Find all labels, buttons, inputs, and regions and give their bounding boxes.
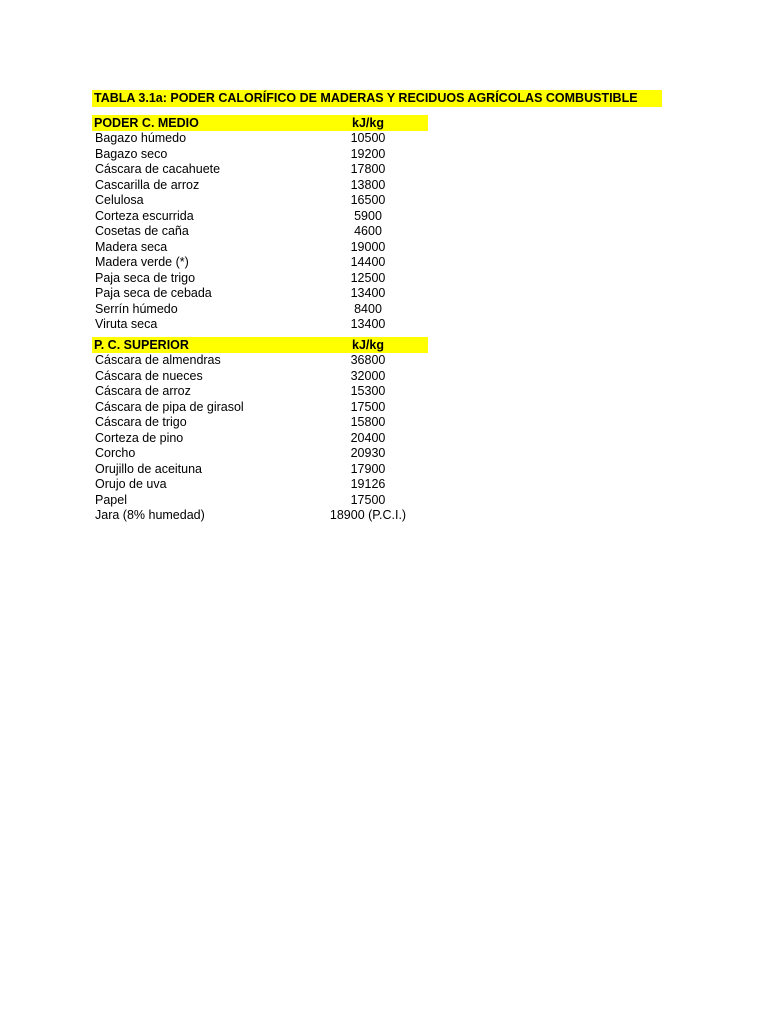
material-name: Orujillo de aceituna <box>95 461 203 476</box>
calorific-value: 15800 <box>350 415 386 429</box>
material-name: Paja seca de trigo <box>95 270 196 285</box>
section-header-label: PODER C. MEDIO <box>94 116 199 130</box>
material-name: Cáscara de trigo <box>95 415 187 429</box>
calorific-value: 20930 <box>350 446 386 460</box>
material-name: Bagazo seco <box>95 146 168 161</box>
calorific-value: 17800 <box>350 162 386 176</box>
table-row <box>92 224 428 240</box>
section-header <box>92 115 428 131</box>
calorific-value: 14400 <box>350 255 386 269</box>
section-rows <box>92 353 428 524</box>
table-row <box>92 384 428 400</box>
table-row <box>92 462 428 478</box>
table-row <box>92 317 428 333</box>
table-row <box>92 415 428 431</box>
table-row <box>92 400 428 416</box>
material-name: Serrín húmedo <box>95 301 178 316</box>
material-name: Celulosa <box>95 193 144 207</box>
section-header-unit: kJ/kg <box>352 116 384 130</box>
material-name: Viruta seca <box>95 317 158 331</box>
table-row <box>92 209 428 225</box>
material-name: Cáscara de pipa de girasol <box>95 399 244 414</box>
calorific-value: 13800 <box>350 177 386 192</box>
section-header-label: P. C. SUPERIOR <box>94 338 189 352</box>
calorific-value: 32000 <box>350 368 386 383</box>
table-row <box>92 162 428 178</box>
calorific-value: 19200 <box>350 146 386 161</box>
table-row <box>92 255 428 271</box>
section-pc-superior <box>92 337 428 524</box>
table-row <box>92 240 428 256</box>
section-header <box>92 337 428 353</box>
section-poder-medio <box>92 115 428 333</box>
table-row <box>92 286 428 302</box>
section-header-unit: kJ/kg <box>352 338 384 352</box>
material-name: Cáscara de cacahuete <box>95 162 221 176</box>
calorific-value: 36800 <box>350 353 386 367</box>
table-row <box>92 178 428 194</box>
table-row <box>92 477 428 493</box>
material-name: Madera verde (*) <box>95 255 189 269</box>
calorific-value: 8400 <box>354 301 382 316</box>
calorific-value: 10500 <box>350 131 386 145</box>
calorific-value: 17500 <box>350 492 386 507</box>
table-row <box>92 353 428 369</box>
material-name: Bagazo húmedo <box>95 131 187 145</box>
section-rows <box>92 131 428 333</box>
material-name: Cáscara de arroz <box>95 384 191 398</box>
material-name: Corcho <box>95 446 136 460</box>
material-name: Cáscara de almendras <box>95 353 221 367</box>
material-name: Corteza de pino <box>95 430 184 445</box>
calorific-value: 17900 <box>350 461 386 476</box>
table-row <box>92 302 428 318</box>
table-row <box>92 271 428 287</box>
table-row <box>92 131 428 147</box>
calorific-value: 13400 <box>350 286 386 300</box>
material-name: Jara (8% humedad) <box>95 508 205 522</box>
calorific-value: 19126 <box>350 477 386 491</box>
calorific-value: 4600 <box>354 224 382 238</box>
calorific-value: 19000 <box>350 239 386 254</box>
table-row <box>92 193 428 209</box>
calorific-value: 12500 <box>350 270 386 285</box>
table-row <box>92 446 428 462</box>
material-name: Papel <box>95 492 127 507</box>
table-row <box>92 147 428 163</box>
material-name: Cosetas de caña <box>95 224 189 238</box>
material-name: Orujo de uva <box>95 477 167 491</box>
material-name: Cascarilla de arroz <box>95 177 200 192</box>
calorific-value: 20400 <box>350 430 386 445</box>
calorific-value: 18900 (P.C.I.) <box>329 508 407 522</box>
table-title: TABLA 3.1a: PODER CALORÍFICO DE MADERAS Y RECIDUOS AGRÍCOLAS COMBUSTIBLE <box>92 90 662 107</box>
material-name: Corteza escurrida <box>95 208 194 223</box>
material-name: Cáscara de nueces <box>95 368 203 383</box>
calorific-value: 13400 <box>350 317 386 331</box>
table-row <box>92 508 428 524</box>
table-row <box>92 369 428 385</box>
table-row <box>92 431 428 447</box>
calorific-value: 16500 <box>350 193 386 207</box>
calorific-value: 17500 <box>350 399 386 414</box>
table-row <box>92 493 428 509</box>
calorific-value: 15300 <box>350 384 386 398</box>
calorific-value: 5900 <box>354 208 382 223</box>
material-name: Madera seca <box>95 239 168 254</box>
material-name: Paja seca de cebada <box>95 286 212 300</box>
